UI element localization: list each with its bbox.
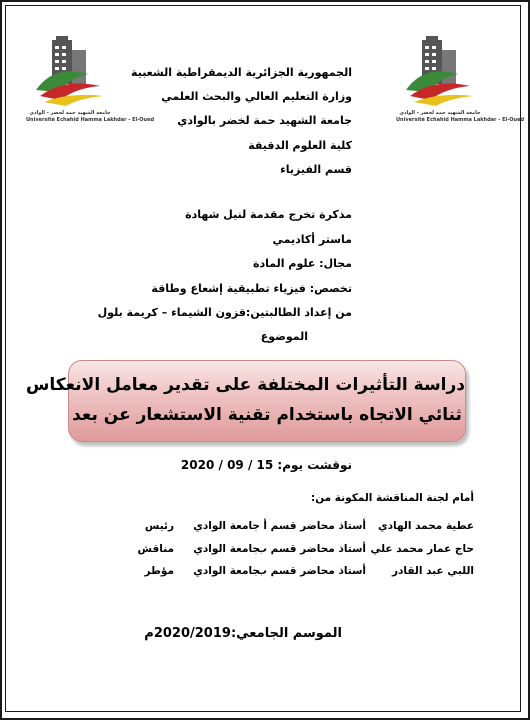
specialty-label: تخصص: فيزياء تطبيقية إشعاع وطاقة xyxy=(151,282,352,295)
university-logo-icon xyxy=(30,34,110,112)
logo-caption-en: Université Echahid Hamma Lakhdar - El-Oued xyxy=(26,117,155,123)
member-role: مناقش xyxy=(137,543,174,555)
memo-label: مذكرة تخرج مقدمة لنيل شهادة xyxy=(185,208,352,221)
thesis-title-box xyxy=(25,360,466,442)
university-name: جامعة الشهيد حمة لخضر بالوادي xyxy=(177,114,352,127)
degree-label: ماستر أكاديمي xyxy=(272,233,352,246)
member-name: حاج عمار محمد علي xyxy=(370,543,474,555)
academic-season: الموسم الجامعي:2020/2019م xyxy=(144,626,342,641)
member-rank: أستاذ محاضر قسم ب xyxy=(256,565,366,577)
committee-row xyxy=(40,565,474,581)
member-institution: جامعة الوادي xyxy=(193,565,260,577)
thesis-title-line-1: دراسة التأثيرات المختلفة على تقدير معامل الانعكاس xyxy=(25,375,465,395)
member-name: اللبي عبد القادر xyxy=(391,565,474,577)
university-logo-right xyxy=(396,34,525,124)
thesis-title-line-2: ثنائي الاتجاه باستخدام تقنية الاستشعار عن بعد xyxy=(72,405,462,425)
member-institution: جامعة الوادي xyxy=(193,520,260,532)
logo-caption-ar: جامعة الشهيد حمه لخضر - الوادي xyxy=(29,110,111,116)
member-rank: أستاذ محاضر قسم ب xyxy=(256,543,366,555)
logo-caption-ar: جامعة الشهيد حمه لخضر - الوادي xyxy=(399,110,481,116)
committee-row xyxy=(40,543,474,559)
subject-label: الموضوع xyxy=(260,330,308,343)
member-rank: أستاذ محاضر قسم أ xyxy=(263,520,366,532)
ministry-name: وزارة التعليم العالي والبحث العلمي xyxy=(161,90,352,103)
logo-caption-en: Université Echahid Hamma Lakhdar - El-Oued xyxy=(396,117,525,123)
republic-name: الجمهورية الجزائرية الديمقراطية الشعبية xyxy=(131,66,352,79)
defense-date: نوقشت يوم: 15 / 09 / 2020 xyxy=(180,458,352,472)
committee-intro: أمام لجنة المناقشة المكونة من: xyxy=(311,492,474,504)
students-label: من إعداد الطالبتين:قزون الشيماء – كريمة بلول xyxy=(97,306,352,319)
member-role: مؤطر xyxy=(144,565,174,577)
committee-row xyxy=(40,520,474,536)
member-institution: جامعة الوادي xyxy=(193,543,260,555)
university-logo-left xyxy=(26,34,155,124)
university-logo-icon xyxy=(400,34,480,112)
member-role: رئيس xyxy=(144,520,174,532)
faculty-name: كلية العلوم الدقيقة xyxy=(248,139,352,152)
member-name: عطية محمد الهادي xyxy=(378,520,474,532)
field-label: مجال: علوم المادة xyxy=(253,257,352,270)
department-name: قسم الفيزياء xyxy=(280,163,352,176)
